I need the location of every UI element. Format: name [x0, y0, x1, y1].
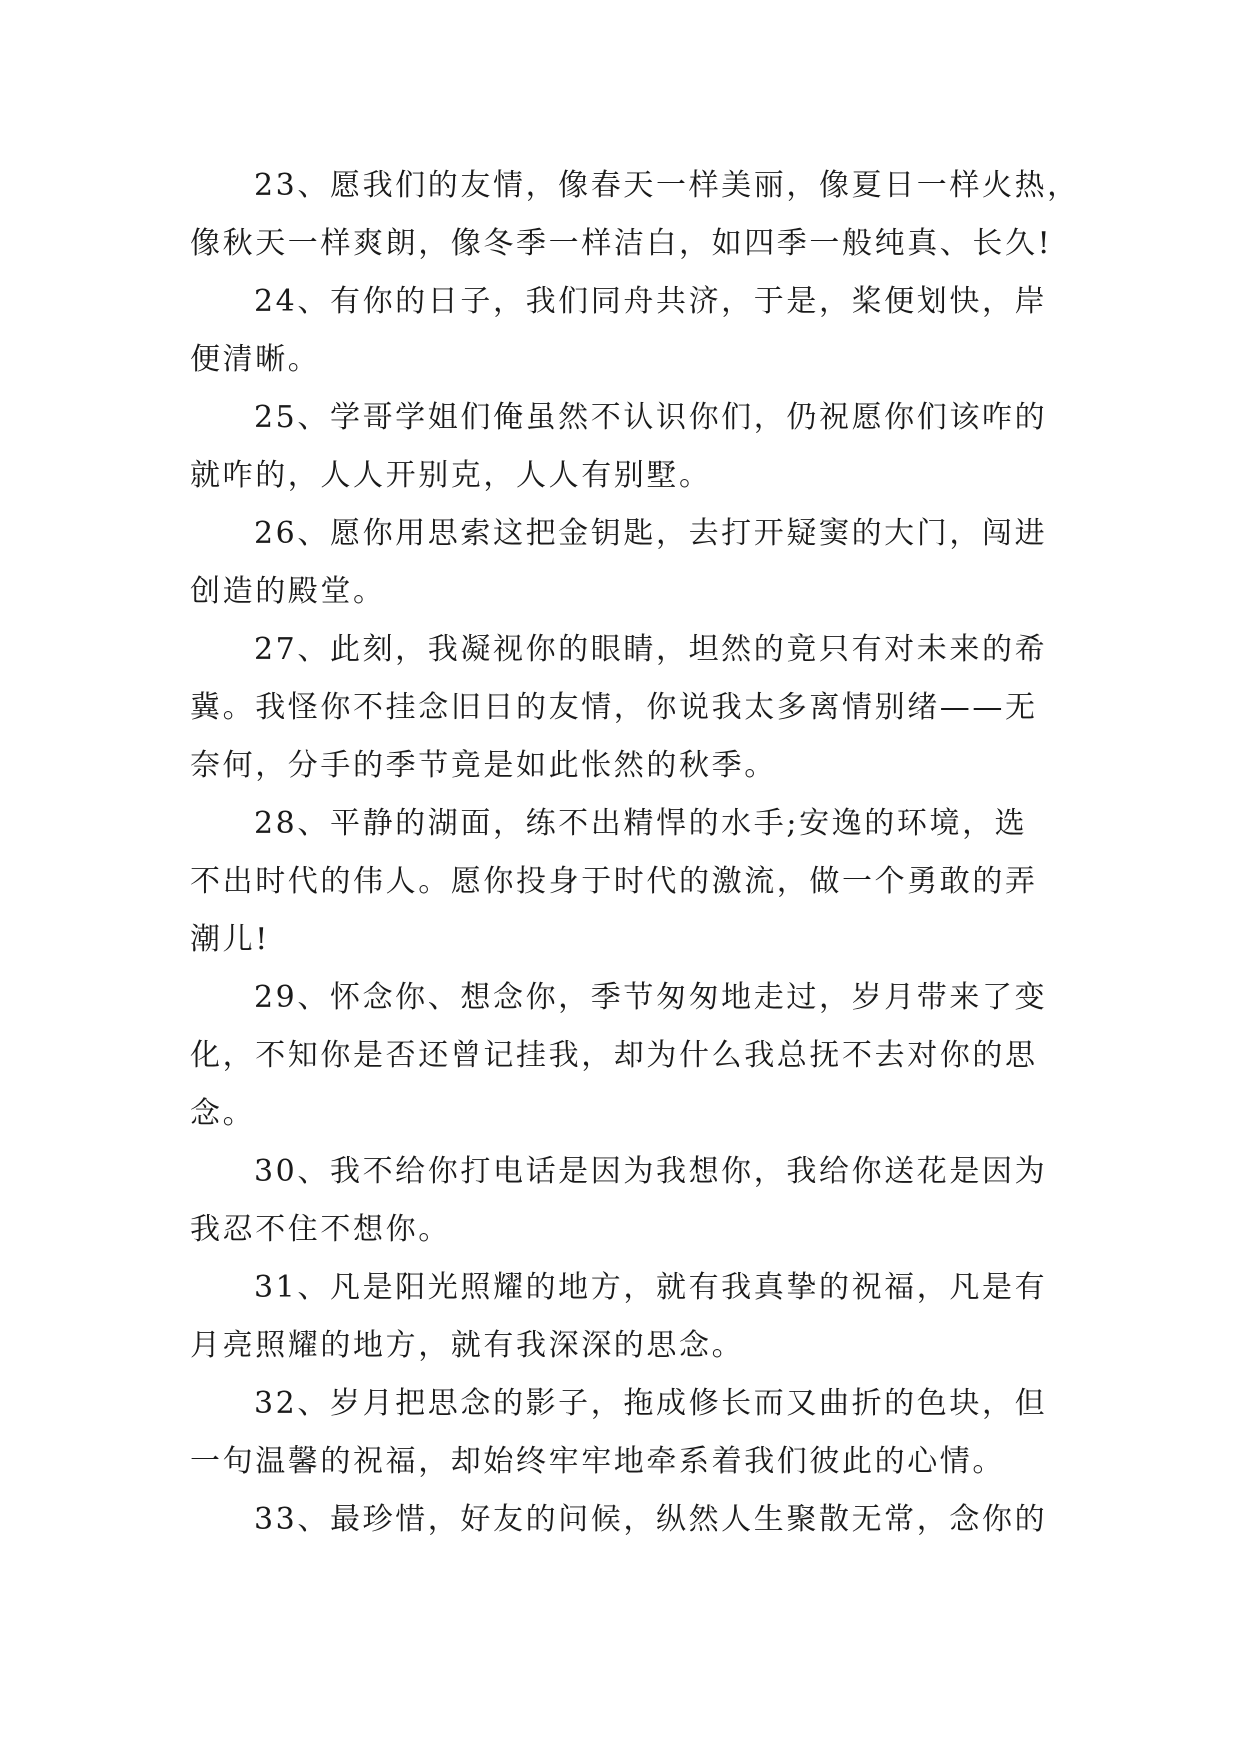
- paragraph-line: 潮儿!: [190, 922, 270, 957]
- paragraph-line: 奈何，分手的季节竟是如此怅然的秋季。: [190, 748, 777, 783]
- paragraph-30: [190, 1143, 1050, 1259]
- paragraph-25: [190, 389, 1050, 505]
- paragraph-line: 24、有你的日子，我们同舟共济，于是，桨便划快，岸: [254, 284, 1048, 319]
- paragraph-26: [190, 505, 1050, 621]
- paragraph-line: 29、怀念你、想念你，季节匆匆地走过，岁月带来了变: [254, 980, 1048, 1015]
- paragraph-29: [190, 969, 1050, 1143]
- paragraph-line: 念。: [190, 1096, 256, 1131]
- paragraph-33: [190, 1491, 1050, 1549]
- paragraph-line: 27、此刻，我凝视你的眼睛，坦然的竟只有对未来的希: [254, 632, 1048, 667]
- paragraph-line: 31、凡是阳光照耀的地方，就有我真挚的祝福，凡是有: [254, 1270, 1048, 1305]
- paragraph-line: 25、学哥学姐们俺虽然不认识你们，仍祝愿你们该咋的: [254, 400, 1048, 435]
- paragraph-line: 23、愿我们的友情，像春天一样美丽，像夏日一样火热，: [254, 168, 1080, 203]
- paragraph-28: [190, 795, 1050, 969]
- paragraph-line: 便清晰。: [190, 342, 321, 377]
- paragraph-line: 26、愿你用思索这把金钥匙，去打开疑窦的大门，闯进: [254, 516, 1048, 551]
- paragraph-line: 33、最珍惜，好友的问候，纵然人生聚散无常，念你的: [254, 1502, 1048, 1537]
- paragraph-27: [190, 621, 1050, 795]
- paragraph-line: 30、我不给你打电话是因为我想你，我给你送花是因为: [254, 1154, 1048, 1189]
- paragraph-line: 创造的殿堂。: [190, 574, 386, 609]
- paragraph-line: 就咋的，人人开别克，人人有别墅。: [190, 458, 712, 493]
- paragraph-line: 化，不知你是否还曾记挂我，却为什么我总抚不去对你的思: [190, 1038, 1038, 1073]
- paragraph-31: [190, 1259, 1050, 1375]
- paragraph-line: 我忍不住不想你。: [190, 1212, 451, 1247]
- paragraph-line: 28、平静的湖面，练不出精悍的水手;安逸的环境，选: [254, 806, 1028, 841]
- paragraph-line: 月亮照耀的地方，就有我深深的思念。: [190, 1328, 745, 1363]
- paragraph-23: [190, 157, 1080, 273]
- paragraph-line: 像秋天一样爽朗，像冬季一样洁白，如四季一般纯真、长久!: [190, 226, 1053, 261]
- paragraph-line: 冀。我怪你不挂念旧日的友情，你说我太多离情别绪——无: [190, 690, 1038, 725]
- paragraph-24: [190, 273, 1050, 389]
- paragraph-32: [190, 1375, 1050, 1491]
- paragraph-line: 不出时代的伟人。愿你投身于时代的激流，做一个勇敢的弄: [190, 864, 1038, 899]
- paragraph-line: 一句温馨的祝福，却始终牢牢地牵系着我们彼此的心情。: [190, 1444, 1005, 1479]
- paragraph-line: 32、岁月把思念的影子，拖成修长而又曲折的色块，但: [254, 1386, 1048, 1421]
- document-body: [190, 157, 1080, 1549]
